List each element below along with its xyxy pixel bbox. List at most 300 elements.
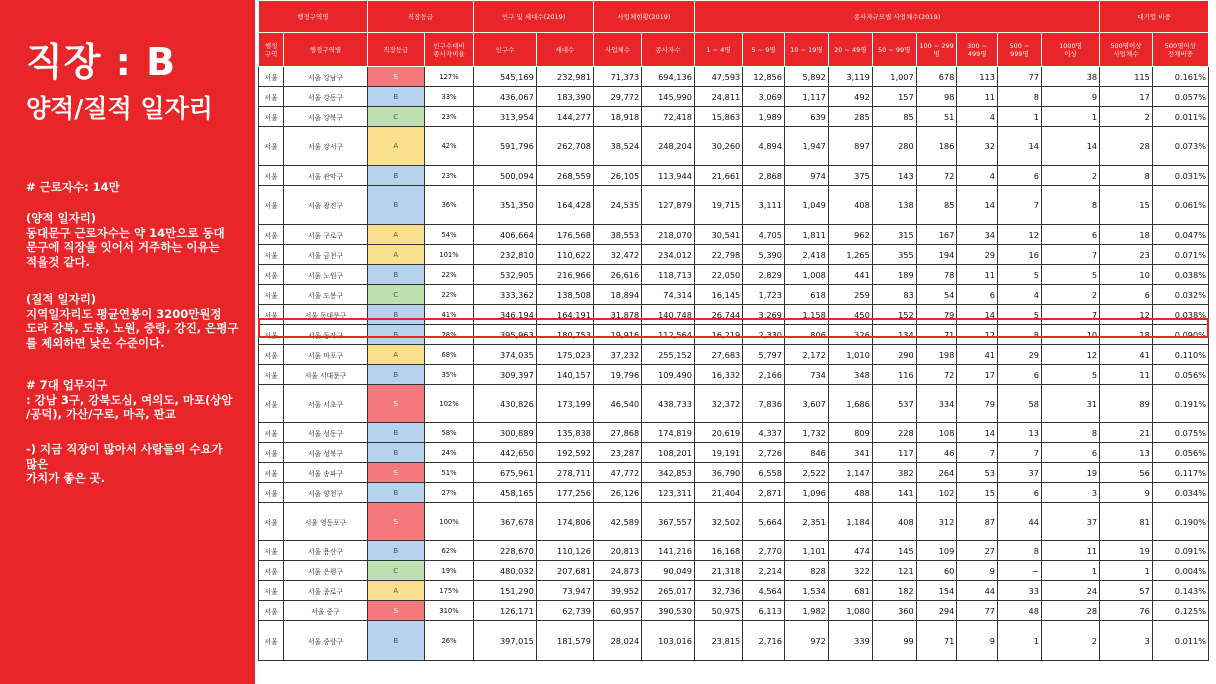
table-cell: 0.117% — [1152, 463, 1208, 483]
table-cell: 12 — [1041, 345, 1099, 365]
table-cell: 1,158 — [784, 305, 828, 325]
table-cell: 0.143% — [1152, 581, 1208, 601]
grade-badge: B — [367, 365, 424, 385]
table-cell: 23,815 — [694, 621, 742, 661]
table-cell: 56 — [1100, 463, 1153, 483]
grade-badge: C — [367, 561, 424, 581]
district-cell: 서울 서초구 — [284, 385, 367, 423]
table-cell: 9 — [1041, 87, 1099, 107]
region-cell: 서울 — [259, 601, 284, 621]
table-cell: 11 — [957, 265, 998, 285]
region-cell: 서울 — [259, 503, 284, 541]
table-cell: 181,579 — [536, 621, 593, 661]
table-row — [259, 166, 1209, 186]
ratio-cell: 22% — [424, 285, 473, 305]
table-cell: 3,607 — [784, 385, 828, 423]
table-cell: 488 — [828, 483, 872, 503]
table-cell: 268,559 — [536, 166, 593, 186]
ratio-cell: 22% — [424, 265, 473, 285]
table-cell: 12,856 — [743, 67, 785, 87]
table-cell: 2,770 — [743, 541, 785, 561]
table-cell: 397,015 — [474, 621, 537, 661]
table-cell: 12 — [1100, 305, 1153, 325]
table-cell: 24 — [1041, 581, 1099, 601]
table-cell: 0.091% — [1152, 541, 1208, 561]
table-cell: 313,954 — [474, 107, 537, 127]
grade-badge: S — [367, 601, 424, 621]
ratio-cell: 23% — [424, 107, 473, 127]
table-cell: 3,269 — [743, 305, 785, 325]
table-cell: 1,010 — [828, 345, 872, 365]
table-cell: 21,318 — [694, 561, 742, 581]
table-cell: 7 — [1041, 245, 1099, 265]
table-cell: 117 — [872, 443, 916, 463]
table-cell: 21 — [1100, 423, 1153, 443]
district-cell: 서울 성동구 — [284, 423, 367, 443]
table-cell: 78 — [916, 265, 957, 285]
table-cell: 5,797 — [743, 345, 785, 365]
table-cell: 972 — [784, 621, 828, 661]
header-group-row — [259, 1, 1209, 33]
table-row — [259, 67, 1209, 87]
table-row — [259, 423, 1209, 443]
summary-panel — [0, 0, 255, 684]
grade-badge: B — [367, 87, 424, 107]
table-cell: 41 — [1100, 345, 1153, 365]
column-header: 1000명 이상 — [1041, 33, 1099, 67]
table-cell: 11 — [1041, 541, 1099, 561]
table-cell: 20,813 — [593, 541, 641, 561]
table-cell: 436,067 — [474, 87, 537, 107]
table-cell: 537 — [872, 385, 916, 423]
table-cell: 395,963 — [474, 325, 537, 345]
table-cell: 48 — [997, 601, 1041, 621]
table-cell: 89 — [1100, 385, 1153, 423]
table-cell: 112,564 — [642, 325, 695, 345]
table-cell: 4,564 — [743, 581, 785, 601]
grade-badge: C — [367, 107, 424, 127]
table-cell: 37,232 — [593, 345, 641, 365]
region-cell: 서울 — [259, 463, 284, 483]
table-cell: 1 — [997, 107, 1041, 127]
table-cell: 164,428 — [536, 186, 593, 225]
table-cell: 15 — [957, 483, 998, 503]
table-cell: 19,715 — [694, 186, 742, 225]
district-cell: 서울 양천구 — [284, 483, 367, 503]
district-job-table — [258, 0, 1209, 661]
table-cell: 2,871 — [743, 483, 785, 503]
region-cell: 서울 — [259, 186, 284, 225]
table-cell: 189 — [872, 265, 916, 285]
table-cell: 53 — [957, 463, 998, 483]
table-cell: 2 — [1041, 166, 1099, 186]
table-cell: 0.110% — [1152, 345, 1208, 365]
table-cell: 441 — [828, 265, 872, 285]
table-cell: − — [997, 561, 1041, 581]
table-cell: 118,713 — [642, 265, 695, 285]
table-cell: 47,593 — [694, 67, 742, 87]
grade-badge: S — [367, 463, 424, 483]
table-cell: 79 — [916, 305, 957, 325]
table-cell: 37 — [997, 463, 1041, 483]
table-cell: 14 — [957, 186, 998, 225]
table-cell: 0.057% — [1152, 87, 1208, 107]
table-cell: 27 — [957, 541, 998, 561]
table-cell: 113,944 — [642, 166, 695, 186]
table-cell: 30,541 — [694, 225, 742, 245]
table-cell: 408 — [872, 503, 916, 541]
table-cell: 334 — [916, 385, 957, 423]
table-cell: 18 — [1100, 225, 1153, 245]
grade-badge: B — [367, 325, 424, 345]
table-cell: 85 — [872, 107, 916, 127]
table-cell: 6,558 — [743, 463, 785, 483]
table-cell: 19 — [1041, 463, 1099, 483]
column-header: 5 ~ 9명 — [743, 33, 785, 67]
table-cell: 294 — [916, 601, 957, 621]
table-cell: 60 — [916, 561, 957, 581]
table-cell: 34 — [957, 225, 998, 245]
table-cell: 143 — [872, 166, 916, 186]
table-cell: 73,947 — [536, 581, 593, 601]
header-group-population: 인구 및 세대수(2019) — [474, 1, 594, 33]
table-cell: 110,126 — [536, 541, 593, 561]
table-cell: 458,165 — [474, 483, 537, 503]
table-cell: 116 — [872, 365, 916, 385]
table-cell: 12 — [957, 325, 998, 345]
table-cell: 194 — [916, 245, 957, 265]
table-cell: 16,219 — [694, 325, 742, 345]
table-cell: 41 — [957, 345, 998, 365]
table-cell: 8 — [997, 87, 1041, 107]
table-cell: 375 — [828, 166, 872, 186]
table-cell: 382 — [872, 463, 916, 483]
table-cell: 32,502 — [694, 503, 742, 541]
table-cell: 22,050 — [694, 265, 742, 285]
table-cell: 1,947 — [784, 127, 828, 166]
table-cell: 15,863 — [694, 107, 742, 127]
table-cell: 31,878 — [593, 305, 641, 325]
table-cell: 2,351 — [784, 503, 828, 541]
header-group-business: 사업체현황(2019) — [593, 1, 694, 33]
ratio-cell: 58% — [424, 423, 473, 443]
table-cell: 846 — [784, 443, 828, 463]
table-cell: 13 — [997, 423, 1041, 443]
table-cell: 1 — [1041, 561, 1099, 581]
table-cell: 141 — [872, 483, 916, 503]
table-cell: 280 — [872, 127, 916, 166]
table-cell: 38,553 — [593, 225, 641, 245]
table-cell: 21,661 — [694, 166, 742, 186]
column-header: 종사자수 — [642, 33, 695, 67]
table-cell: 11 — [1100, 365, 1153, 385]
district-cell: 서울 금천구 — [284, 245, 367, 265]
table-cell: 8 — [1041, 423, 1099, 443]
table-cell: 47,772 — [593, 463, 641, 483]
table-cell: 99 — [872, 621, 916, 661]
table-cell: 1,811 — [784, 225, 828, 245]
table-cell: 57 — [1100, 581, 1153, 601]
table-cell: 2,716 — [743, 621, 785, 661]
table-cell: 44 — [957, 581, 998, 601]
ratio-cell: 102% — [424, 385, 473, 423]
table-cell: 0.190% — [1152, 503, 1208, 541]
ratio-cell: 41% — [424, 305, 473, 325]
table-cell: 10 — [1100, 265, 1153, 285]
table-cell: 32 — [957, 127, 998, 166]
header-column-row — [259, 33, 1209, 67]
grade-badge: B — [367, 541, 424, 561]
table-cell: 0.191% — [1152, 385, 1208, 423]
table-cell: 218,070 — [642, 225, 695, 245]
table-cell: 681 — [828, 581, 872, 601]
table-cell: 0.061% — [1152, 186, 1208, 225]
table-cell: 27,868 — [593, 423, 641, 443]
table-cell: 138,508 — [536, 285, 593, 305]
table-row — [259, 325, 1209, 345]
table-cell: 367,557 — [642, 503, 695, 541]
table-row — [259, 541, 1209, 561]
table-cell: 264 — [916, 463, 957, 483]
table-cell: 141,216 — [642, 541, 695, 561]
table-cell: 0.056% — [1152, 443, 1208, 463]
grade-badge: A — [367, 225, 424, 245]
table-cell: 278,711 — [536, 463, 593, 483]
table-cell: 4,337 — [743, 423, 785, 443]
table-row — [259, 581, 1209, 601]
table-cell: 678 — [916, 67, 957, 87]
district-cell: 서울 동대문구 — [284, 305, 367, 325]
table-cell: 123,311 — [642, 483, 695, 503]
table-cell: 81 — [1100, 503, 1153, 541]
table-cell: 1,096 — [784, 483, 828, 503]
table-cell: 71 — [916, 621, 957, 661]
table-cell: 87 — [957, 503, 998, 541]
table-cell: 1,982 — [784, 601, 828, 621]
grade-badge: B — [367, 443, 424, 463]
column-header: 행정 구역 — [259, 33, 284, 67]
table-cell: 192,592 — [536, 443, 593, 463]
table-cell: 109,490 — [642, 365, 695, 385]
table-cell: 152 — [872, 305, 916, 325]
column-header: 50 ~ 99명 — [872, 33, 916, 67]
table-cell: 7,836 — [743, 385, 785, 423]
column-header: 300 ~ 499명 — [957, 33, 998, 67]
grade-badge: A — [367, 581, 424, 601]
table-cell: 22,798 — [694, 245, 742, 265]
table-cell: 3,069 — [743, 87, 785, 107]
table-row — [259, 245, 1209, 265]
grade-badge: B — [367, 186, 424, 225]
table-cell: 408 — [828, 186, 872, 225]
table-cell: 216,966 — [536, 265, 593, 285]
table-cell: 0.034% — [1152, 483, 1208, 503]
table-cell: 135,838 — [536, 423, 593, 443]
table-cell: 5,892 — [784, 67, 828, 87]
table-cell: 42,589 — [593, 503, 641, 541]
table-cell: 3 — [1100, 621, 1153, 661]
table-cell: 127,879 — [642, 186, 695, 225]
table-cell: 9 — [957, 621, 998, 661]
table-cell: 2,214 — [743, 561, 785, 581]
table-cell: 5 — [997, 305, 1041, 325]
table-cell: 390,530 — [642, 601, 695, 621]
table-cell: 618 — [784, 285, 828, 305]
table-cell: 6 — [1100, 285, 1153, 305]
table-cell: 71,373 — [593, 67, 641, 87]
table-cell: 173,199 — [536, 385, 593, 423]
ratio-cell: 62% — [424, 541, 473, 561]
table-cell: 174,806 — [536, 503, 593, 541]
ratio-cell: 19% — [424, 561, 473, 581]
table-cell: 309,397 — [474, 365, 537, 385]
table-cell: 809 — [828, 423, 872, 443]
table-cell: 1 — [1041, 107, 1099, 127]
ratio-cell: 54% — [424, 225, 473, 245]
table-cell: 46,540 — [593, 385, 641, 423]
table-cell: 151,290 — [474, 581, 537, 601]
region-cell: 서울 — [259, 265, 284, 285]
table-cell: 6,113 — [743, 601, 785, 621]
table-cell: 140,157 — [536, 365, 593, 385]
table-cell: 77 — [957, 601, 998, 621]
table-cell: 351,350 — [474, 186, 537, 225]
table-cell: 72 — [916, 166, 957, 186]
district-cell: 서울 도봉구 — [284, 285, 367, 305]
table-cell: 6 — [1041, 225, 1099, 245]
table-cell: 1,732 — [784, 423, 828, 443]
table-cell: 285 — [828, 107, 872, 127]
ratio-cell: 51% — [424, 463, 473, 483]
district-cell: 서울 강북구 — [284, 107, 367, 127]
column-header: 세대수 — [536, 33, 593, 67]
conclusion-note: -) 지금 직장이 많아서 사람들의 수요가 많은 가치가 좋은 곳. — [26, 442, 223, 485]
region-cell: 서울 — [259, 385, 284, 423]
table-cell: 0.056% — [1152, 365, 1208, 385]
table-cell: 90,049 — [642, 561, 695, 581]
column-header: 인구수 — [474, 33, 537, 67]
table-cell: 23 — [1100, 245, 1153, 265]
table-cell: 532,905 — [474, 265, 537, 285]
table-cell: 4,705 — [743, 225, 785, 245]
table-row — [259, 483, 1209, 503]
table-cell: 0.032% — [1152, 285, 1208, 305]
table-cell: 27,683 — [694, 345, 742, 365]
table-cell: 430,826 — [474, 385, 537, 423]
table-row — [259, 503, 1209, 541]
district-cell: 서울 서대문구 — [284, 365, 367, 385]
table-cell: 367,678 — [474, 503, 537, 541]
table-cell: 109 — [916, 541, 957, 561]
table-cell: 37 — [1041, 503, 1099, 541]
table-cell: 6 — [957, 285, 998, 305]
table-cell: 36,790 — [694, 463, 742, 483]
districts-note: # 7대 업무지구 : 강남 3구, 강북도심, 여의도, 마포(상암 /공덕), 가산/구로, 마곡, 판교 — [26, 378, 233, 421]
page-title: 직장 : B — [26, 40, 177, 84]
table-cell: 4 — [957, 107, 998, 127]
table-cell: 16,145 — [694, 285, 742, 305]
region-cell: 서울 — [259, 365, 284, 385]
table-row — [259, 285, 1209, 305]
table-cell: 0.161% — [1152, 67, 1208, 87]
table-cell: 32,472 — [593, 245, 641, 265]
table-cell: 186 — [916, 127, 957, 166]
table-cell: 545,169 — [474, 67, 537, 87]
table-cell: 154 — [916, 581, 957, 601]
table-cell: 103,016 — [642, 621, 695, 661]
table-row — [259, 225, 1209, 245]
region-cell: 서울 — [259, 67, 284, 87]
district-cell: 서울 관악구 — [284, 166, 367, 186]
table-cell: 5,664 — [743, 503, 785, 541]
table-cell: 102 — [916, 483, 957, 503]
table-cell: 38,524 — [593, 127, 641, 166]
table-cell: 164,191 — [536, 305, 593, 325]
table-cell: 157 — [872, 87, 916, 107]
table-cell: 0.038% — [1152, 265, 1208, 285]
table-cell: 374,035 — [474, 345, 537, 365]
table-cell: 1,184 — [828, 503, 872, 541]
table-cell: 19,796 — [593, 365, 641, 385]
table-cell: 17 — [957, 365, 998, 385]
table-cell: 2 — [1041, 621, 1099, 661]
ratio-cell: 27% — [424, 483, 473, 503]
table-cell: 26,105 — [593, 166, 641, 186]
ratio-cell: 68% — [424, 345, 473, 365]
table-row — [259, 186, 1209, 225]
district-cell: 서울 구로구 — [284, 225, 367, 245]
table-row — [259, 305, 1209, 325]
table-cell: 3,119 — [828, 67, 872, 87]
table-cell: 26,616 — [593, 265, 641, 285]
ratio-cell: 28% — [424, 325, 473, 345]
table-cell: 1,080 — [828, 601, 872, 621]
table-cell: 1,723 — [743, 285, 785, 305]
table-cell: 0.047% — [1152, 225, 1208, 245]
header-group-large: 대기업 비중 — [1100, 1, 1209, 33]
ratio-cell: 23% — [424, 166, 473, 186]
district-cell: 서울 용산구 — [284, 541, 367, 561]
column-header: 500명이상 사업체수 — [1100, 33, 1153, 67]
table-cell: 110,622 — [536, 245, 593, 265]
grade-badge: B — [367, 265, 424, 285]
table-cell: 694,136 — [642, 67, 695, 87]
table-row — [259, 621, 1209, 661]
region-cell: 서울 — [259, 483, 284, 503]
table-cell: 85 — [916, 186, 957, 225]
data-table-wrapper — [258, 0, 1216, 684]
column-header: 행정구역별 — [284, 33, 367, 67]
table-cell: 1,265 — [828, 245, 872, 265]
table-cell: 265,017 — [642, 581, 695, 601]
table-cell: 121 — [872, 561, 916, 581]
table-cell: 38 — [1041, 67, 1099, 87]
table-cell: 2 — [1100, 107, 1153, 127]
table-cell: 0.031% — [1152, 166, 1208, 186]
table-cell: 19 — [1100, 541, 1153, 561]
ratio-cell: 33% — [424, 87, 473, 107]
column-header: 사업체수 — [593, 33, 641, 67]
table-cell: 0.075% — [1152, 423, 1208, 443]
table-cell: 79 — [957, 385, 998, 423]
table-cell: 126,171 — [474, 601, 537, 621]
ratio-cell: 42% — [424, 127, 473, 166]
column-header: 20 ~ 49명 — [828, 33, 872, 67]
table-cell: 14 — [957, 305, 998, 325]
table-cell: 0.038% — [1152, 305, 1208, 325]
region-cell: 서울 — [259, 245, 284, 265]
region-cell: 서울 — [259, 87, 284, 107]
